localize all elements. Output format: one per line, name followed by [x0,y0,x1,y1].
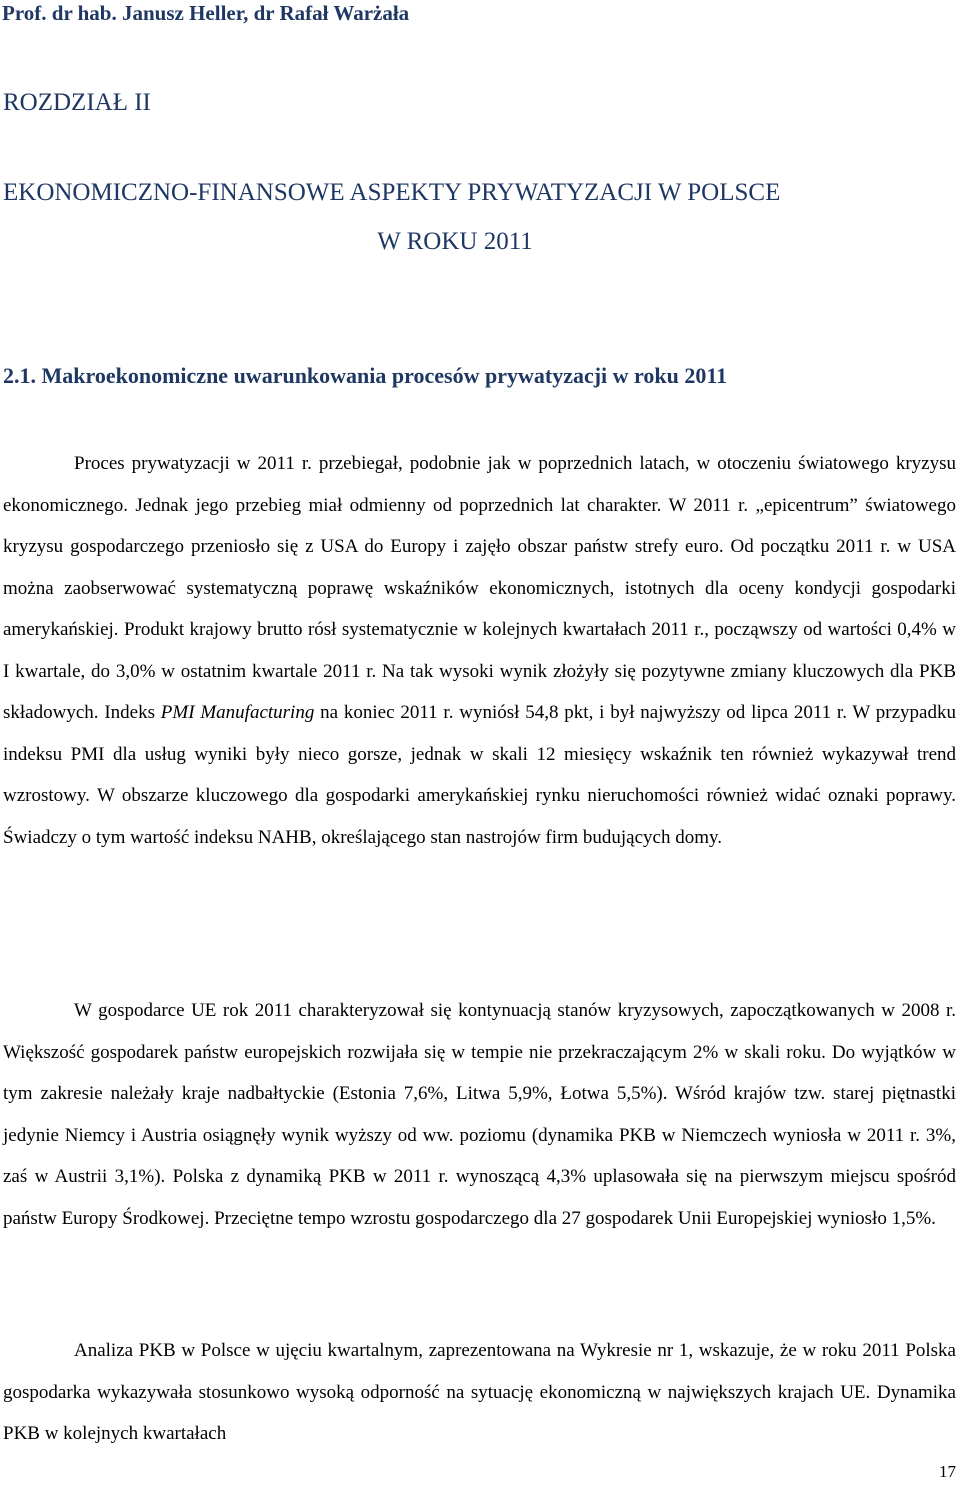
chapter-label: ROZDZIAŁ II [3,89,151,116]
chapter-title-line-1: EKONOMICZNO-FINANSOWE ASPEKTY PRYWATYZACJI W POLSCE [3,179,781,206]
paragraph-1-italic-term: PMI Manufacturing [160,702,315,723]
paragraph-1-part-a: Proces prywatyzacji w 2011 r. przebiegał, podobnie jak w poprzednich latach, w otoczeniu światowego kryzysu ekonomicznego. Jednak jego przebieg miał odmienny od poprzednich lat charakter. W 2011 r. „epicentrum” światowego kryzysu gospodarczego przeniosło się z USA do Europy i zajęło obszar państw strefy euro. Od początku 2011 r. w USA można zaobserwować systematyczną poprawę wskaźników ekonomicznych, istotnych dla oceny kondycji gospodarki amerykańskiej. Produkt krajowy brutto rósł systematycznie w kolejnych kwartałach 2011 r., począwszy od wartości 0,4% w I kwartale, do 3,0% w ostatnim kwartale 2011 r. Na tak wysoki wynik złożyły się pozytywne zmiany kluczowych dla PKB składowych. Indeks [3,453,956,723]
section-heading: 2.1. Makroekonomiczne uwarunkowania procesów prywatyzacji w roku 2011 [3,363,728,388]
authors-header: Prof. dr hab. Janusz Heller, dr Rafał Warżała [2,1,410,25]
paragraph-3: Analiza PKB w Polsce w ujęciu kwartalnym, zaprezentowana na Wykresie nr 1, wskazuje, że w roku 2011 Polska gospodarka wykazywała stosunkowo wysoką odporność na sytuację ekonomiczną w największych krajach UE. Dynamika PKB w kolejnych kwartałach [3,1340,956,1444]
page-number: 17 [939,1462,956,1481]
paragraph-1 [3,443,956,858]
chapter-title-line-2: W ROKU 2011 [377,228,533,255]
paragraph-1-part-b: na koniec 2011 r. wyniósł 54,8 pkt, i był najwyższy od lipca 2011 r. W przypadku indeksu PMI dla usług wyniki były nieco gorsze, jednak w skali 12 miesięcy wskaźnik ten również wykazywał trend wzrostowy. W obszarze kluczowego dla gospodarki amerykańskiej rynku nieruchomości również widać oznaki poprawy. Świadczy o tym wartość indeksu NAHB, określającego stan nastrojów firm budujących domy. [3,702,956,848]
paragraph-2: W gospodarce UE rok 2011 charakteryzował się kontynuacją stanów kryzysowych, zapoczątkowanych w 2008 r. Większość gospodarek państw europejskich rozwijała się w tempie nie przekraczającym 2% w skali roku. Do wyjątków w tym zakresie należały kraje nadbałtyckie (Estonia 7,6%, Litwa 5,9%, Łotwa 5,5%). Wśród krajów tzw. starej piętnastki jedynie Niemcy i Austria osiągnęły wynik wyższy od ww. poziomu (dynamika PKB w Niemczech wyniosła w 2011 r. 3%, zaś w Austrii 3,1%). Polska z dynamiką PKB w 2011 r. wynoszącą 4,3% uplasowała się na pierwszym miejscu spośród państw Europy Środkowej. Przeciętne tempo wzrostu gospodarczego dla 27 gospodarek Unii Europejskiej wyniosło 1,5%. [3,1000,956,1229]
